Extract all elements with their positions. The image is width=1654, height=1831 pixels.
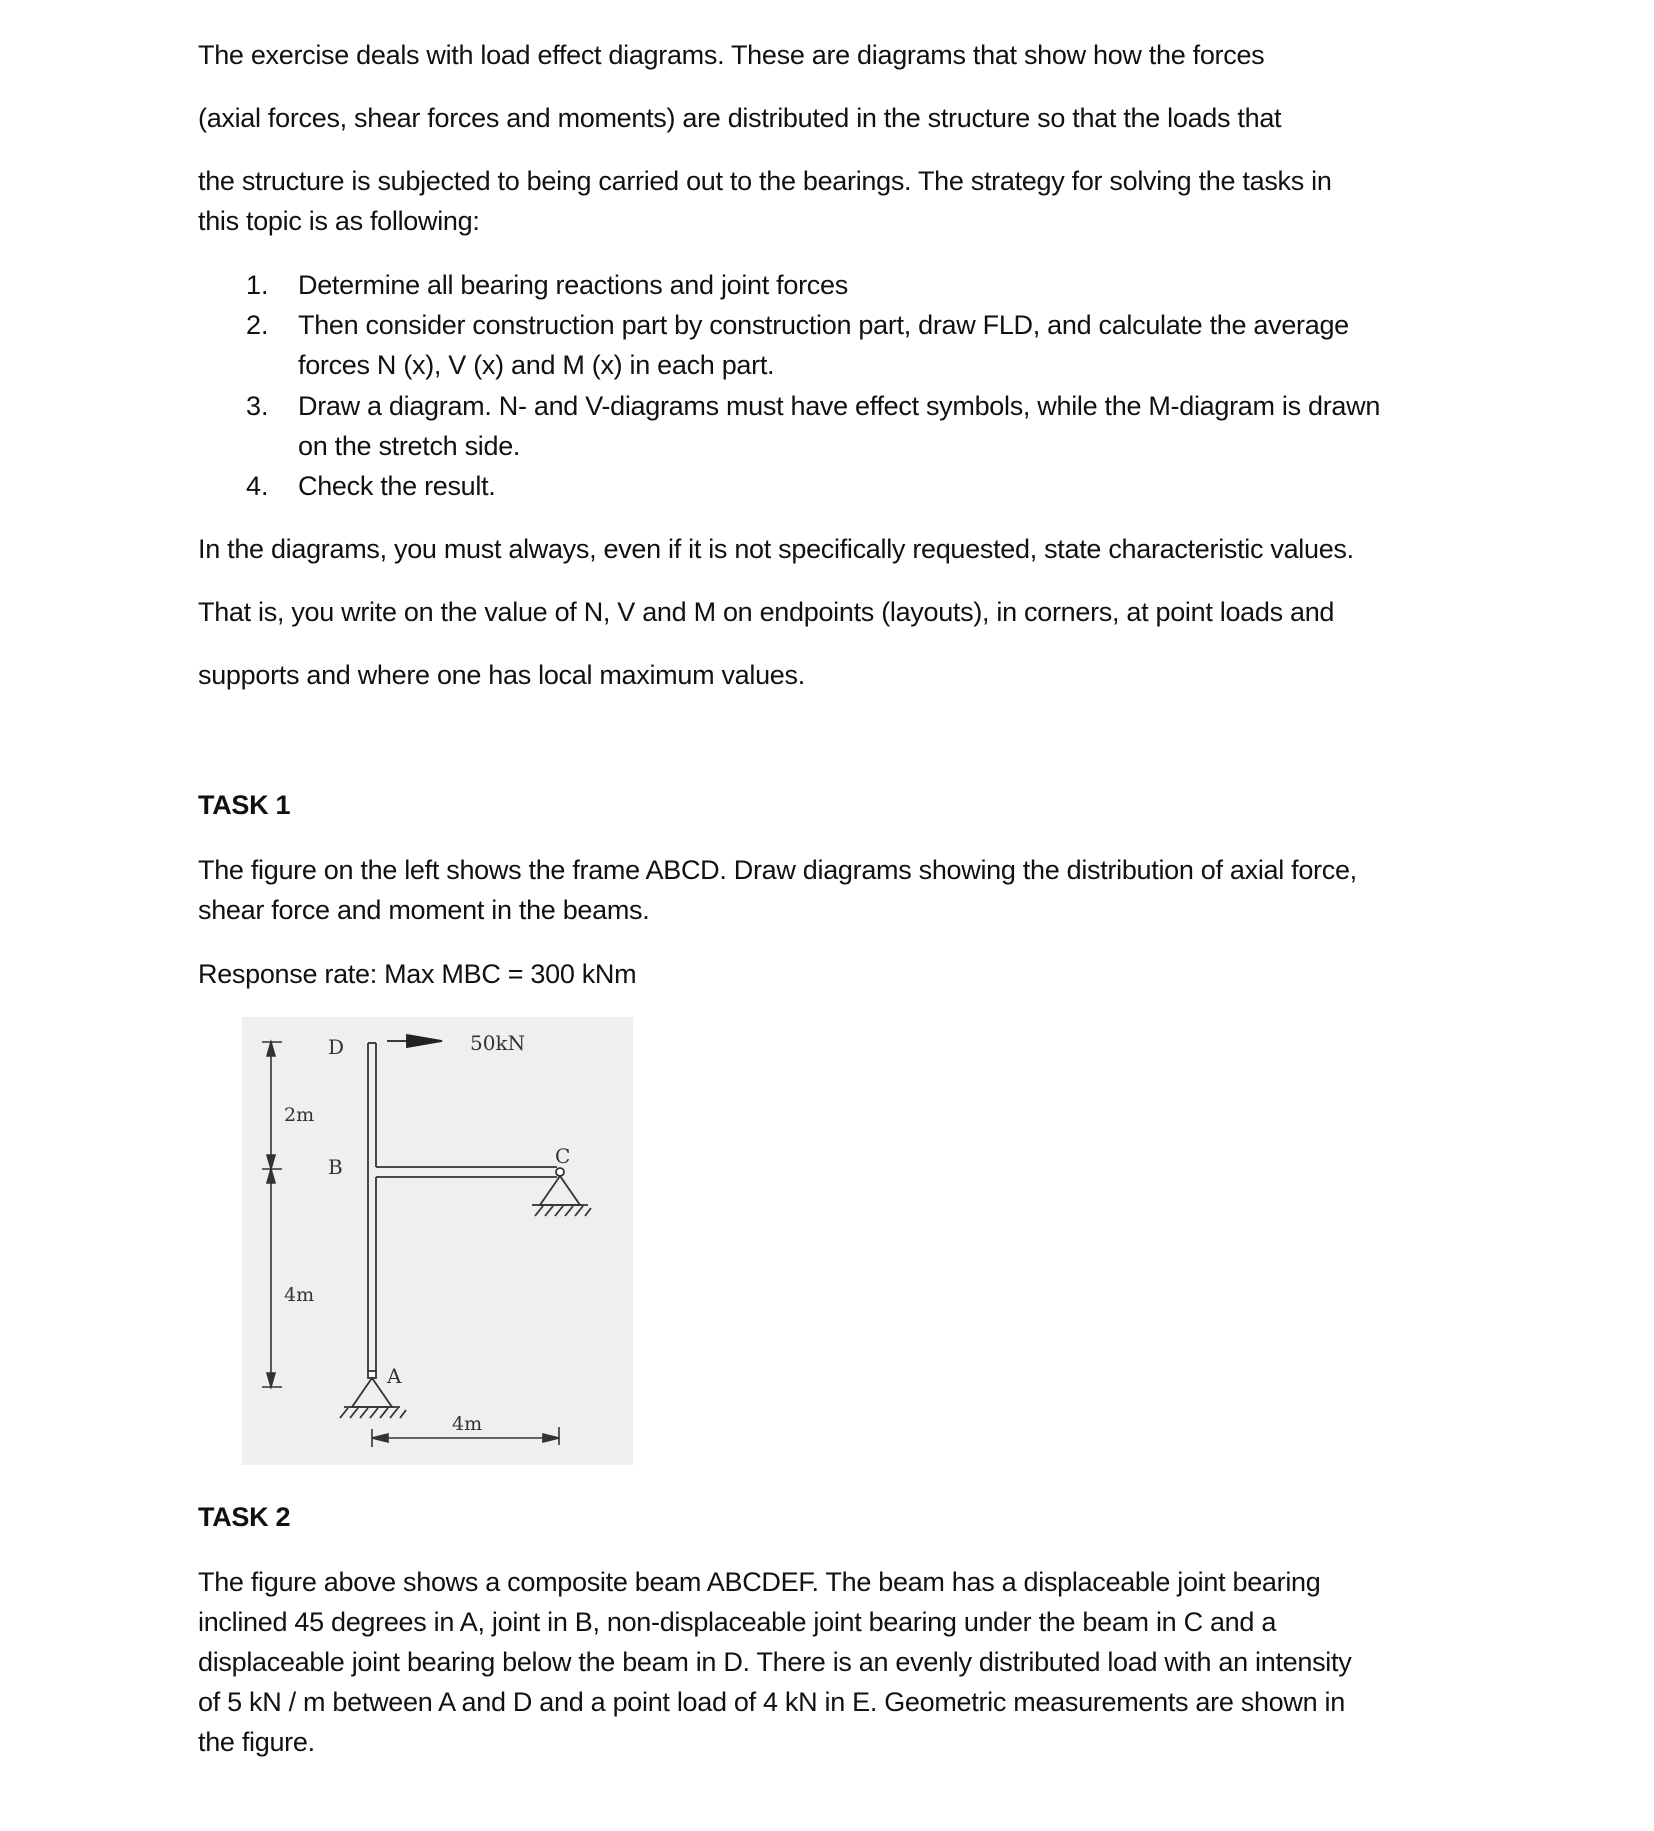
- list-number: 1.: [246, 270, 269, 300]
- point-label-D: D: [328, 1035, 345, 1059]
- note-line-3: supports and where one has local maximum values.: [198, 660, 805, 690]
- list-number: 3.: [246, 391, 269, 421]
- support-C: [532, 1168, 591, 1216]
- intro-line-4: this topic is as following:: [198, 206, 480, 236]
- task2-line-5: the figure.: [198, 1727, 315, 1757]
- dim-label-4m: 4m: [284, 1284, 315, 1306]
- intro-line-1: The exercise deals with load effect diagrams. These are diagrams that show how the forces: [198, 40, 1265, 70]
- list-item-continued: forces N (x), V (x) and M (x) in each part.: [298, 350, 775, 380]
- task2-line-1: The figure above shows a composite beam ABCDEF. The beam has a displaceable joint bearing: [198, 1567, 1321, 1597]
- point-label-A: A: [387, 1364, 402, 1388]
- task2-line-2: inclined 45 degrees in A, joint in B, non-displaceable joint bearing under the beam in C and a: [198, 1607, 1277, 1637]
- dim-label-2m: 2m: [284, 1104, 315, 1126]
- task2-heading: TASK 2: [198, 1502, 291, 1532]
- task2-line-4: of 5 kN / m between A and D and a point load of 4 kN in E. Geometric measurements are shown in: [198, 1687, 1345, 1717]
- list-item: Check the result.: [298, 471, 496, 501]
- task1-line-2: shear force and moment in the beams.: [198, 895, 650, 925]
- list-item-continued: on the stretch side.: [298, 431, 521, 461]
- note-line-1: In the diagrams, you must always, even if it is not specifically requested, state characteristic values.: [198, 534, 1354, 564]
- task1-heading: TASK 1: [198, 790, 291, 820]
- list-item: Draw a diagram. N- and V-diagrams must have effect symbols, while the M-diagram is drawn: [298, 391, 1381, 421]
- intro-line-3: the structure is subjected to being carried out to the bearings. The strategy for solving the tasks in: [198, 166, 1332, 196]
- frame-diagram: [242, 1017, 633, 1465]
- load-arrow: [387, 1035, 442, 1047]
- list-item: Determine all bearing reactions and joint forces: [298, 270, 848, 300]
- point-label-C: C: [555, 1144, 571, 1168]
- dim-label-horizontal: 4m: [452, 1413, 483, 1435]
- task2-line-3: displaceable joint bearing below the beam in D. There is an evenly distributed load with an intensity: [198, 1647, 1352, 1677]
- frame-figure: [242, 1017, 633, 1465]
- column-AD: [368, 1043, 376, 1371]
- list-number: 4.: [246, 471, 269, 501]
- beam-BC: [376, 1167, 557, 1177]
- list-item: Then consider construction part by construction part, draw FLD, and calculate the average: [298, 310, 1349, 340]
- task1-response: Response rate: Max MBC = 300 kNm: [198, 959, 637, 989]
- task1-line-1: The figure on the left shows the frame ABCD. Draw diagrams showing the distribution of axial force,: [198, 855, 1357, 885]
- vertical-dimension: [262, 1042, 282, 1387]
- point-label-B: B: [328, 1155, 343, 1179]
- intro-line-2: (axial forces, shear forces and moments) are distributed in the structure so that the loads that: [198, 103, 1282, 133]
- list-number: 2.: [246, 310, 269, 340]
- note-line-2: That is, you write on the value of N, V and M on endpoints (layouts), in corners, at point loads and: [198, 597, 1335, 627]
- load-label: 50kN: [470, 1031, 526, 1055]
